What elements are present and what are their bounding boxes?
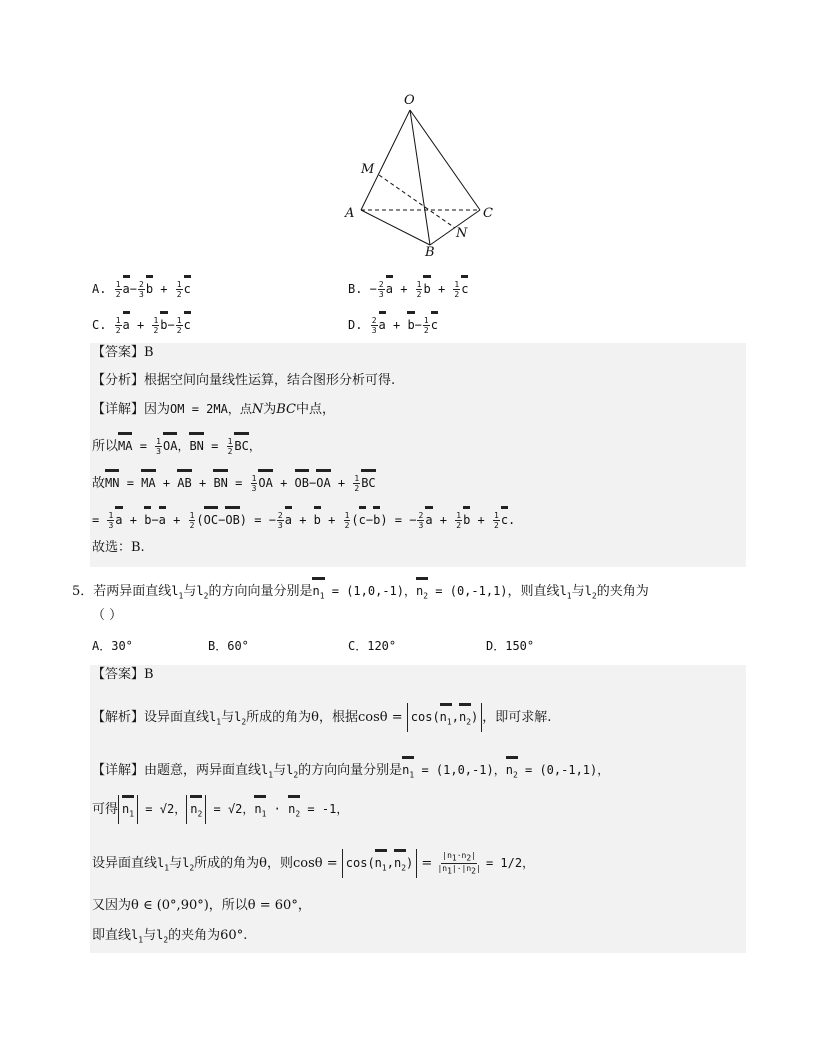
q4-detail-line1: 【详解】因为OM = 2MA，点N为BC中点， (92, 402, 335, 417)
q5-theta-range: 又因为θ ∈ (0°,90°)，所以θ = 60°， (92, 898, 311, 913)
q5-analysis: 【解析】设异面直线$l_1$与$l_2$所成的角为θ，根据$\cos\theta = \cos(n_1,n_2)$ ，即可求解. (92, 703, 551, 732)
q5-answer: 【答案】B (92, 667, 154, 682)
q4-answer: 【答案】B (92, 345, 154, 360)
edge-AB (361, 210, 430, 245)
q4-option-d: D. $\frac{2}{3}$ a + b− $\frac{1}{2}$ c (348, 311, 438, 335)
q5-option-d: D．150° (486, 639, 535, 653)
q4-option-c: C. $\frac{1}{2}$ a + $\frac{1}{2}$ b− $\frac{1}{2}$ c (92, 311, 191, 335)
q4-detail-line3: 故MN = MA + AB + BN = $\frac{1}{3}$ OA + OB−OA + $\frac{1}{2}$ BC (92, 469, 376, 494)
label-N: N (456, 226, 468, 241)
q5-option-a: A．30° (92, 639, 133, 653)
q5-option-c: C．120° (348, 639, 397, 653)
q4-option-b: B. − $\frac{2}{3}$ a + $\frac{1}{2}$ b + $\frac{1}{2}$ c (348, 275, 468, 299)
label-M: M (361, 162, 375, 177)
q5-detail-line3: 设异面直线$l_1$与$l_2$所成的角为θ，则$\cos\theta = \cos(n_1,n_2)$ = $\frac{|n_1\cdot n_2|}{|n_1|\cdot|n_2|}$ = 1/2， (92, 849, 534, 878)
q5-final: 即直线$l_1$与$l_2$的夹角为60°. (92, 928, 248, 945)
q5-detail-line1: 【详解】由题意，两异面直线$l_1$与$l_2$的方向向量分别是$n_1 = (1,0,-1)$，$n_2 = (0,-1,1)$， (92, 756, 609, 785)
q4-detail-line4: = $\frac{1}{3}$ a + b−a + $\frac{1}{2}$ (OC−OB) = − $\frac{2}{3}$ a + b + $\frac{1}{2}$ (c−b) = − $\frac{2}{3}$ a + $\frac{1}{2}$ b + $\frac{1}{2}$ c. (92, 506, 515, 530)
edge-OC (410, 110, 480, 210)
q4-detail-line2: 所以MA = $\frac{1}{3}$ OA，BN = $\frac{1}{2}$ BC， (92, 432, 261, 457)
tetrahedron-figure (330, 88, 510, 268)
segment-MN-dashed (379, 175, 455, 228)
q4-option-a: A. $\frac{1}{2}$ a− $\frac{2}{3}$ b + $\frac{1}{2}$ c (92, 275, 191, 299)
q5-stem: 5．若两异面直线$l_1$与$l_2$的方向向量分别是$n_1 = (1,0,-1)$，$n_2 = (0,-1,1)$，则直线$l_1$与$l_2$的夹角为 (72, 577, 649, 606)
edge-OA (361, 110, 410, 210)
q5-option-b: B．60° (208, 639, 249, 653)
q5-paren: （ ） (92, 608, 123, 623)
q4-analysis: 【分析】根据空间向量线性运算，结合图形分析可得. (92, 373, 396, 388)
label-B: B (425, 245, 435, 260)
label-O: O (404, 93, 415, 108)
edge-OB (410, 110, 430, 245)
label-A: A (345, 206, 355, 221)
label-C: C (483, 206, 493, 221)
q4-conclusion: 故选：B. (92, 540, 145, 555)
q5-detail-line2: 可得 $n_1 = √2$， $n_2 = √2$，$n_1 \cdot n_2 = -1$， (92, 795, 348, 824)
